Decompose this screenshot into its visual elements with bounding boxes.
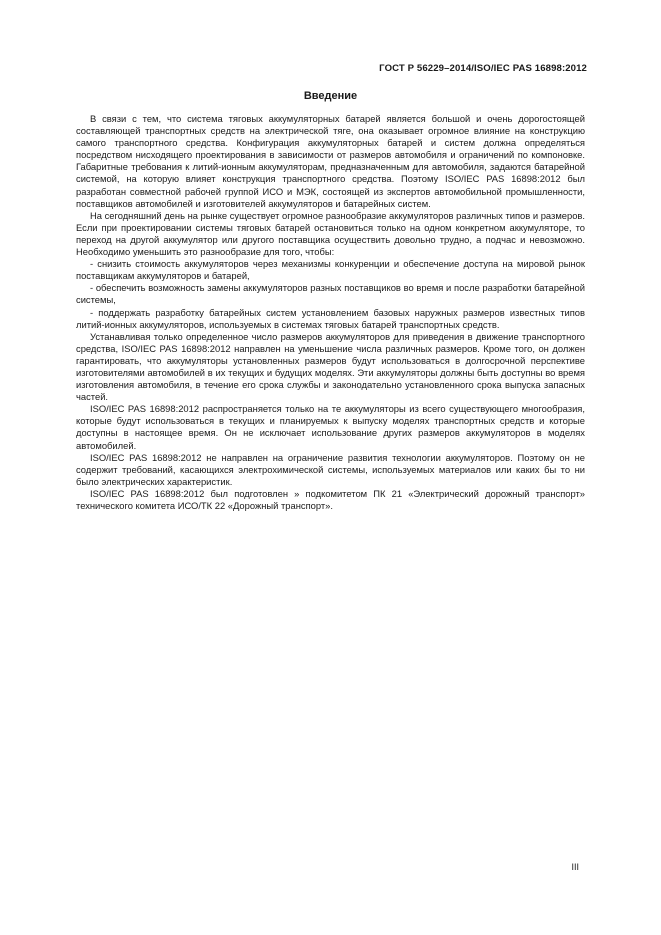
paragraph-prepared-by: ISO/IEC PAS 16898:2012 был подготовлен » подкомитетом ПК 21 «Электрический дорожный транспорт» технического комитета ИСО/ТК 22 «Дорожный транспорт».: [76, 487, 585, 511]
list-item-replacement: - обеспечить возможность замены аккумуляторов разных поставщиков во время и после разработки батарейной системы,: [76, 282, 585, 306]
paragraph-diversity: На сегодняшний день на рынке существует огромное разнообразие аккумуляторов различных типов и размеров. Если при проектировании системы тяговых батарей остановиться только на одном конкретном аккумуляторе, то переход на другой аккумулятор или другого поставщика осуществить довольно трудно, а подчас и невозможно. Необходимо уменьшить это разнообразие для того, чтобы:: [76, 209, 585, 258]
list-item-cost: - снизить стоимость аккумуляторов через механизмы конкуренции и обеспечение доступа на мировой рынок поставщикам аккумуляторов и батарей,: [76, 258, 585, 282]
list-item-dimensions: - поддержать разработку батарейных систем установлением базовых наружных размеров известных типов литий-ионных аккумуляторов, используемых в системах тяговых батарей транспортных средств.: [76, 306, 585, 330]
paragraph-intro: В связи с тем, что система тяговых аккумуляторных батарей является большой и очень дорогостоящей составляющей транспортных средств на электрической тяге, она оказывает огромное влияние на конструкцию самого транспортного средства. Конфигурация аккумуляторных батарей и систем должна определяться посредством нисходящего проектирования в зависимости от размеров автомобиля и ограничений по компоновке. Габаритные требования к литий-ионным аккумуляторам, предназначенным для автомобиля, задаются батарейной системой, на которую влияет конструкция транспортного средства. Поэтому ISO/IEC PAS 16898:2012 был разработан совместной рабочей группой ИСО и МЭК, состоящей из экспертов автомобильной промышленности, поставщиков автомобилей и изготовителей аккумуляторов и батарейных систем.: [76, 113, 585, 209]
section-title: Введение: [303, 90, 358, 102]
body-text: [76, 113, 585, 512]
paragraph-technology: ISO/IEC PAS 16898:2012 не направлен на ограничение развития технологии аккумуляторов. Поэтому он не содержит требований, касающихся электрохимической системы, используемых материалов или каких бы то ни было электрических характеристик.: [76, 451, 585, 487]
page-number: III: [571, 862, 579, 872]
paragraph-scope: ISO/IEC PAS 16898:2012 распространяется только на те аккумуляторы из всего существующего многообразия, которые будут использоваться в текущих и планируемых к выпуску моделях транспортных средств и которые доступны в настоящее время. Он не исключает использование других размеров аккумуляторов в моделях автомобилей.: [76, 403, 585, 451]
paragraph-sizes: Устанавливая только определенное число размеров аккумуляторов для приведения в движение транспортного средства, ISO/IEC PAS 16898:2012 направлен на уменьшение числа различных размеров. Кроме того, он должен гарантировать, что аккумуляторы установленных размеров будут использоваться в долгосрочной перспективе изготовителями автомобилей в их текущих и будущих моделях. Эти аккумуляторы должны быть доступны во время изготовления автомобиля, в течение его срока службы и законодательно установленного срока выпуска запасных частей.: [76, 330, 585, 403]
document-header: ГОСТ Р 56229–2014/ISO/IEC PAS 16898:2012: [379, 63, 587, 74]
